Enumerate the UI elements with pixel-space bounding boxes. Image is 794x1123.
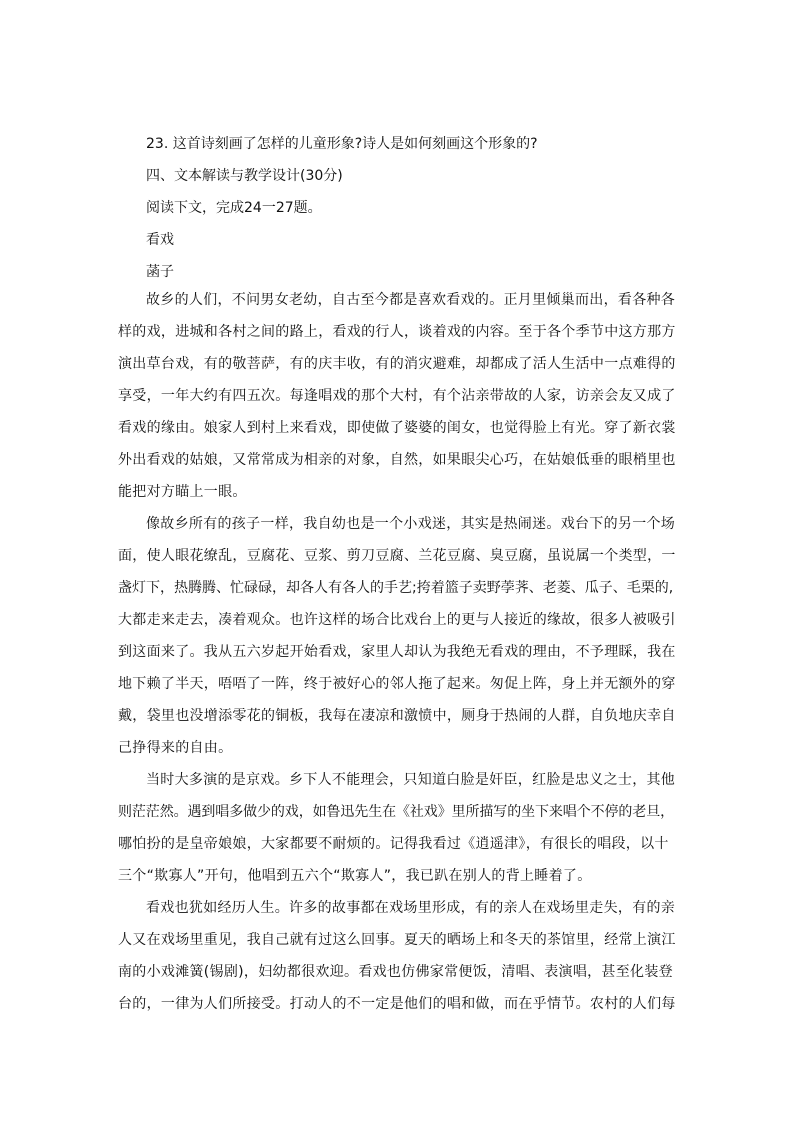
- paragraph-line: 戴，袋里也没增添零花的铜板，我每在凄凉和激愤中，厕身于热闹的人群，自负地庆幸自: [118, 708, 676, 724]
- paragraph-line: 样的戏，进城和各村之间的路上，看戏的行人，谈着戏的内容。至于各个季节中这方那方: [118, 324, 676, 340]
- paragraph-line: 台的，一律为人们所接受。打动人的不一定是他们的唱和做，而在乎情节。农村的人们每: [118, 996, 676, 1012]
- paragraph-line: 则茫茫然。遇到唱多做少的戏，如鲁迅先生在《社戏》里所描写的坐下来唱个不停的老旦，: [118, 804, 674, 820]
- paragraph-line: 享受，一年大约有四五次。每逢唱戏的那个大村，有个沾亲带故的人家，访亲会友又成了: [118, 388, 676, 404]
- paragraph-line: 哪怕扮的是皇帝娘娘，大家都要不耐烦的。记得我看过《逍遥津》，有很长的唱段，以十: [118, 836, 669, 852]
- paragraph-line: 南的小戏滩簧(锡剧)，妇幼都很欢迎。看戏也仿佛家常便饭，清唱、表演唱，甚至化装登: [118, 964, 673, 980]
- paragraph-line: 外出看戏的姑娘，又常常成为相亲的对象，自然，如果眼尖心巧，在姑娘低垂的眼梢里也: [118, 452, 676, 468]
- question-23: 23. 这首诗刻画了怎样的儿童形象?诗人是如何刻画这个形象的?: [146, 136, 538, 152]
- paragraph-line: 盏灯下，热腾腾、忙碌碌，却各人有各人的手艺;挎着篮子卖野荸荠、老菱、瓜子、毛栗的,: [118, 580, 674, 596]
- section-heading: 四、文本解读与教学设计(30分): [146, 168, 343, 184]
- article-author: 菡子: [146, 264, 174, 280]
- paragraph-line: 演出草台戏，有的敬菩萨，有的庆丰收，有的消灾避难，却都成了活人生活中一点难得的: [118, 356, 676, 372]
- reading-instructions: 阅读下文，完成24一27题。: [146, 200, 322, 216]
- paragraph-line: 故乡的人们，不问男女老幼，自古至今都是喜欢看戏的。正月里倾巢而出，看各种各: [146, 292, 676, 308]
- paragraph-line: 三个“欺寡人”开句，他唱到五六个“欺寡人”，我已趴在别人的背上睡着了。: [118, 868, 592, 884]
- paragraph-line: 面，使人眼花缭乱，豆腐花、豆浆、剪刀豆腐、兰花豆腐、臭豆腐，虽说属一个类型，一: [118, 548, 676, 564]
- paragraph-line: 像故乡所有的孩子一样，我自幼也是一个小戏迷，其实是热闹迷。戏台下的另一个场: [146, 516, 676, 532]
- paragraph-line: 看戏也犹如经历人生。许多的故事都在戏场里形成，有的亲人在戏场里走失，有的亲: [146, 900, 676, 916]
- paragraph-line: 地下赖了半天，唔唔了一阵，终于被好心的邻人拖了起来。匆促上阵，身上并无额外的穿: [118, 676, 676, 692]
- paragraph-line: 当时大多演的是京戏。乡下人不能理会，只知道白脸是奸臣，红脸是忠义之士，其他: [146, 772, 676, 788]
- paragraph-line: 大都走来走去，凑着观众。也许这样的场合比戏台上的更与人接近的缘故，很多人被吸引: [118, 612, 676, 628]
- paragraph-line: 看戏的缘由。娘家人到村上来看戏，即使做了婆婆的闺女，也觉得脸上有光。穿了新衣裳: [118, 420, 676, 436]
- paragraph-line: 能把对方瞄上一眼。: [118, 484, 247, 500]
- paragraph-line: 人又在戏场里重见，我自己就有过这么回事。夏天的晒场上和冬天的茶馆里，经常上演江: [118, 932, 676, 948]
- paragraph-line: 到这面来了。我从五六岁起开始看戏，家里人却认为我绝无看戏的理由，不予理睬，我在: [118, 644, 676, 660]
- article-title: 看戏: [146, 232, 174, 248]
- paragraph-line: 己挣得来的自由。: [118, 740, 233, 756]
